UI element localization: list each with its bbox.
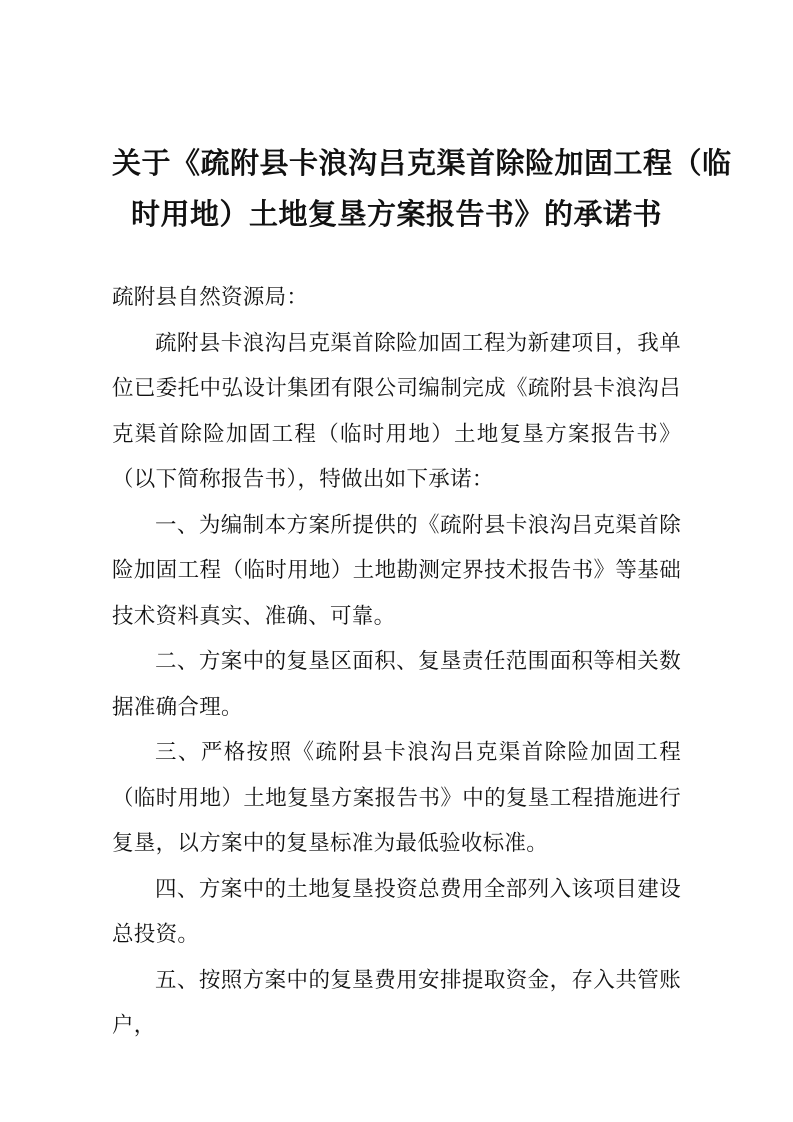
paragraph-commitment-2: 二、方案中的复垦区面积、复垦责任范围面积等相关数据准确合理。 (112, 649, 681, 720)
paragraph-commitment-1: 一、为编制本方案所提供的《疏附县卡浪沟吕克渠首除险加固工程（临时用地）土地勘测定界技术报告书》等基础技术资料真实、准确、可靠。 (112, 512, 681, 629)
paragraph-intro: 疏附县卡浪沟吕克渠首除险加固工程为新建项目，我单位已委托中弘设计集团有限公司编制完成《疏附县卡浪沟吕克渠首除险加固工程（临时用地）土地复垦方案报告书》（以下简称报告书），特做出如下承诺： (112, 330, 681, 492)
paragraph-commitment-3: 三、严格按照《疏附县卡浪沟吕克渠首除险加固工程（临时用地）土地复垦方案报告书》中的复垦工程措施进行复垦，以方案中的复垦标准为最低验收标准。 (112, 740, 681, 856)
title-line-2: 时用地）土地复垦方案报告书》的承诺书 (130, 197, 662, 231)
title-line-1: 关于《疏附县卡浪沟吕克渠首除险加固工程（临 (112, 146, 732, 180)
document-body (112, 275, 681, 1049)
salutation: 疏附县自然资源局： (112, 285, 309, 310)
document-title (112, 138, 732, 240)
paragraph-commitment-5: 五、按照方案中的复垦费用安排提取资金，存入共管账户， (112, 967, 681, 1038)
paragraph-commitment-4: 四、方案中的土地复垦投资总费用全部列入该项目建设总投资。 (112, 876, 681, 947)
